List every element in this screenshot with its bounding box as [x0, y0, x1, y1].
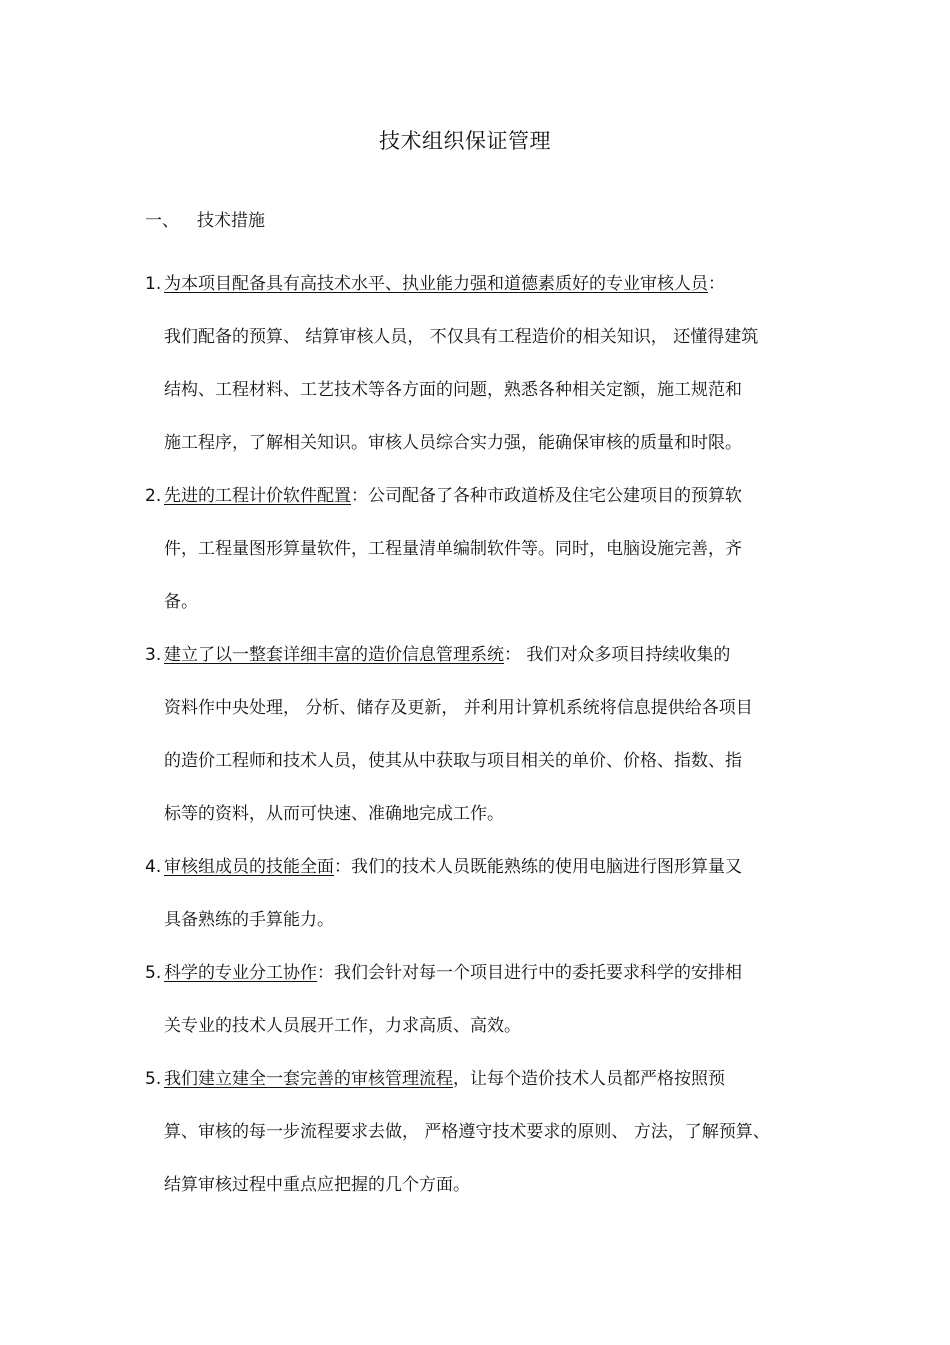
list-item	[145, 841, 825, 947]
list-item	[145, 470, 825, 629]
page-title: 技术组织保证管理	[379, 129, 551, 153]
item-line: 具备熟练的手算能力。	[164, 910, 334, 930]
item-emphasis: 我们建立建全一套完善的审核管理流程	[164, 1069, 453, 1089]
item-emphasis: 审核组成员的技能全面	[164, 857, 334, 877]
item-line: 关专业的技术人员展开工作，力求高质、高效。	[164, 1016, 521, 1036]
item-first-line	[164, 1053, 825, 1106]
item-first-line-rest: ：公司配备了各种市政道桥及住宅公建项目的预算软	[351, 486, 742, 506]
item-line: 结构、工程材料、工艺技术等各方面的问题，熟悉各种相关定额，施工规范和	[164, 380, 742, 400]
item-number: 4.	[145, 857, 162, 877]
item-first-line	[164, 841, 825, 894]
item-number: 5.	[145, 1069, 162, 1089]
item-first-line-rest: ：	[708, 274, 725, 294]
item-number: 2.	[145, 486, 162, 506]
item-number: 3.	[145, 645, 162, 665]
item-line: 件，工程量图形算量软件，工程量清单编制软件等。同时，电脑设施完善，齐	[164, 539, 742, 559]
item-first-line-rest: ：我们的技术人员既能熟练的使用电脑进行图形算量又	[334, 857, 742, 877]
item-emphasis: 建立了以一整套详细丰富的造价信息管理系统	[164, 645, 504, 665]
item-first-line	[164, 947, 825, 1000]
item-first-line-rest: ： 我们对众多项目持续收集的	[504, 645, 731, 665]
item-first-line	[164, 258, 825, 311]
item-emphasis: 科学的专业分工协作	[164, 963, 317, 983]
section-heading-text: 技术措施	[197, 211, 265, 231]
item-first-line	[164, 470, 825, 523]
list-item	[145, 1053, 825, 1212]
item-line: 资料作中央处理， 分析、储存及更新， 并利用计算机系统将信息提供给各项目	[164, 698, 753, 718]
item-line: 结算审核过程中重点应把握的几个方面。	[164, 1175, 470, 1195]
section-number: 一、	[145, 211, 179, 231]
list-item	[145, 258, 825, 470]
item-line: 我们配备的预算、 结算审核人员， 不仅具有工程造价的相关知识， 还懂得建筑	[164, 327, 759, 347]
list-item	[145, 947, 825, 1053]
item-line: 施工程序，了解相关知识。审核人员综合实力强，能确保审核的质量和时限。	[164, 433, 742, 453]
item-first-line-rest: ：我们会针对每一个项目进行中的委托要求科学的安排相	[317, 963, 742, 983]
item-line: 备。	[164, 592, 198, 612]
item-line: 标等的资料，从而可快速、准确地完成工作。	[164, 804, 504, 824]
item-emphasis: 先进的工程计价软件配置	[164, 486, 351, 506]
section-heading	[145, 208, 265, 234]
item-emphasis: 为本项目配备具有高技术水平、执业能力强和道德素质好的专业审核人员	[164, 274, 708, 294]
measures-list	[145, 258, 825, 1212]
item-line: 算、审核的每一步流程要求去做， 严格遵守技术要求的原则、 方法，了解预算、	[164, 1122, 770, 1142]
list-item	[145, 629, 825, 841]
item-first-line	[164, 629, 825, 682]
item-number: 5.	[145, 963, 162, 983]
item-number: 1.	[145, 274, 162, 294]
item-line: 的造价工程师和技术人员，使其从中获取与项目相关的单价、价格、指数、指	[164, 751, 742, 771]
item-first-line-rest: ，让每个造价技术人员都严格按照预	[453, 1069, 725, 1089]
